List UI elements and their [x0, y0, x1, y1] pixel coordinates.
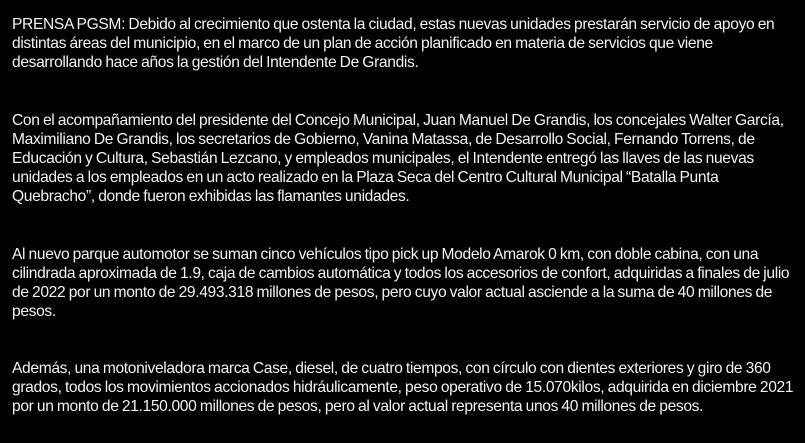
article-paragraph-motorgrader: Además, una motoniveladora marca Case, diesel, de cuatro tiempos, con círculo con dientes exteriores y giro de 360 grados, todos los movimientos accionados hidráulicamente, peso operativo de 15.070kilos, adquirida en diciembre 2021 por un monto de 21.150.000 millones de pesos, pero al valor actual representa unos 40 millones de pesos. [12, 360, 794, 415]
article-paragraph-intro: PRENSA PGSM: Debido al crecimiento que ostenta la ciudad, estas nuevas unidades prestarán servicio de apoyo en distintas áreas del municipio, en el marco de un plan de acción planificado en materia de servicios que viene desarrollando hace años la gestión del Intendente De Grandis. [12, 16, 775, 71]
article-paragraph-vehicles: Al nuevo parque automotor se suman cinco vehículos tipo pick up Modelo Amarok 0 km, con doble cabina, con una cilindrada aproximada de 1.9, caja de cambios automática y todos los accesorios de confort, adquiridas a finales de julio de 2022 por un monto de 29.493.318 millones de pesos, pero cuyo valor actual asciende a la suma de 40 millones de pesos. [12, 246, 790, 320]
article-paragraph-ceremony: Con el acompañamiento del presidente del Concejo Municipal, Juan Manuel De Grandis, los concejales Walter García, Maximiliano De Grandis, los secretarios de Gobierno, Vanina Matassa, de Desarrollo Social, Fernando Torrens, de Educación y Cultura, Sebastián Lezcano, y empleados municipales, el Intendente entregó las llaves de las nuevas unidades a los empleados en un acto realizado en la Plaza Seca del Centro Cultural Municipal “Batalla Punta Quebracho”, donde fueron exhibidas las flamantes unidades. [12, 112, 784, 205]
